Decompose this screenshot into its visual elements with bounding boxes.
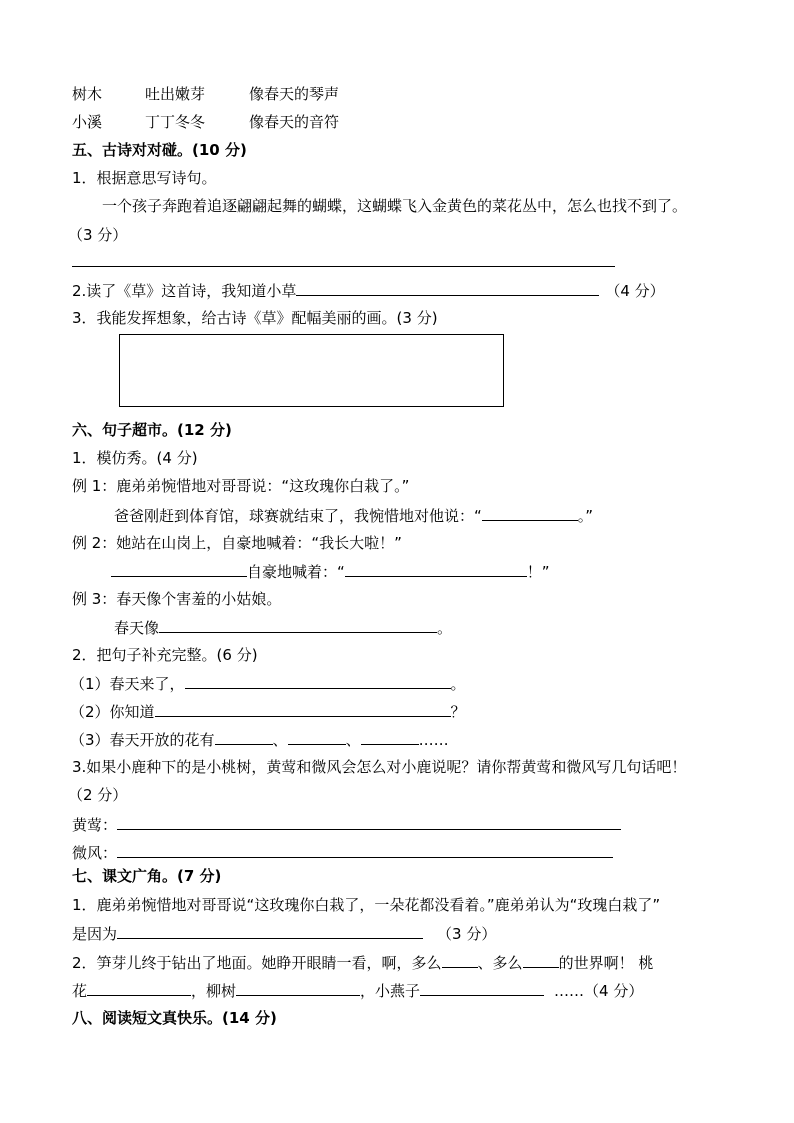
s7-q2-line2: [72, 980, 643, 1002]
s6-q2-2-prompt: （2）你知道: [70, 703, 155, 721]
s6-q2-1-end: 。: [450, 675, 466, 693]
s7-q1-fill: [72, 923, 496, 945]
drawing-box[interactable]: [119, 334, 504, 407]
s5-q2-score: （4 分）: [605, 282, 665, 300]
s6-q2-1: [70, 673, 466, 695]
answer-blank[interactable]: [442, 952, 478, 968]
s6-q2-2-end: ？: [450, 703, 466, 721]
s6-q2-2: [70, 701, 466, 723]
s7-q2-end: 的世界啊！ 桃: [558, 954, 654, 972]
section-5-heading: 五、古诗对对碰。(10 分): [72, 141, 247, 159]
s5-q1: 1．根据意思写诗句。: [72, 169, 217, 187]
word-mid: 丁丁冬冬: [145, 113, 206, 131]
s7-q2: [72, 952, 653, 974]
s6-ex1: 例 1：鹿弟弟惋惜地对哥哥说：“这玫瑰你白栽了。”: [72, 477, 410, 495]
word-row-2: [72, 112, 340, 134]
s6-q3-breeze: [72, 842, 613, 864]
oriole-label: 黄莺：: [72, 816, 118, 834]
answer-blank[interactable]: [111, 561, 247, 577]
answer-blank[interactable]: [87, 980, 191, 996]
s7-q2-mid: 、多么: [477, 954, 523, 972]
s6-q2-3: [70, 729, 449, 751]
answer-blank[interactable]: [420, 980, 544, 996]
answer-blank[interactable]: [185, 673, 451, 689]
answer-blank[interactable]: [482, 505, 578, 521]
s6-ex3-fill: [114, 617, 452, 639]
answer-blank[interactable]: [345, 561, 527, 577]
word-right: 像春天的琴声: [249, 85, 340, 103]
s5-q2: [72, 280, 665, 302]
word-right: 像春天的音符: [249, 113, 340, 131]
s7-q2-score: ……（4 分）: [554, 982, 644, 1000]
answer-blank[interactable]: [215, 729, 273, 745]
separator: 、: [345, 731, 361, 749]
answer-blank[interactable]: [159, 617, 437, 633]
s6-q2: 2．把句子补充完整。(6 分): [72, 646, 258, 664]
word-left: 小溪: [72, 113, 103, 131]
s5-q2-text: 2.读了《草》这首诗，我知道小草: [72, 282, 297, 300]
answer-blank[interactable]: [155, 701, 451, 717]
separator: 、: [272, 731, 288, 749]
answer-blank[interactable]: [117, 814, 621, 830]
breeze-label: 微风：: [72, 844, 118, 862]
s6-ex2-fill: [111, 561, 550, 583]
s7-q1: 1．鹿弟弟惋惜地对哥哥说“这玫瑰你白栽了，一朵花都没看着。”鹿弟弟认为“玫瑰白栽了”: [72, 896, 661, 914]
s6-q2-3-end: ……: [418, 731, 449, 749]
s5-q1-score: （3 分）: [68, 226, 128, 244]
s5-q3: 3．我能发挥想象，给古诗《草》配幅美丽的画。(3 分): [72, 309, 438, 327]
answer-line[interactable]: [72, 266, 615, 267]
s6-q3-score: （2 分）: [68, 786, 128, 804]
s6-ex1-fill: [114, 505, 593, 527]
s6-ex2-end: ！”: [526, 563, 550, 581]
answer-blank[interactable]: [523, 952, 559, 968]
s6-q2-3-prompt: （3）春天开放的花有: [70, 731, 215, 749]
section-6-heading: 六、句子超市。(12 分): [72, 421, 232, 439]
s7-q1-score: （3 分）: [437, 925, 497, 943]
s6-q1: 1．模仿秀。(4 分): [72, 449, 198, 467]
willow-label: ，柳树: [191, 982, 237, 1000]
peach-label: 花: [72, 982, 88, 1000]
s6-ex1-end: 。”: [577, 507, 594, 525]
section-7-heading: 七、课文广角。(7 分): [72, 867, 222, 885]
answer-blank[interactable]: [361, 729, 419, 745]
answer-blank[interactable]: [296, 280, 599, 296]
s5-q1-text: 一个孩子奔跑着追逐翩翩起舞的蝴蝶，这蝴蝶飞入金黄色的菜花丛中，怎么也找不到了。: [102, 197, 688, 215]
section-8-heading: 八、阅读短文真快乐。(14 分): [72, 1009, 277, 1027]
s6-q3-oriole: [72, 814, 621, 836]
s6-q2-1-prompt: （1）春天来了，: [70, 675, 185, 693]
s7-q1-prompt: 是因为: [72, 925, 118, 943]
s6-ex3-prompt: 春天像: [114, 619, 160, 637]
answer-blank[interactable]: [117, 923, 423, 939]
s6-ex2-prompt: 自豪地喊着：“: [247, 563, 345, 581]
swallow-label: ，小燕子: [360, 982, 421, 1000]
answer-blank[interactable]: [288, 729, 346, 745]
s6-ex1-prompt: 爸爸刚赶到体育馆，球赛就结束了，我惋惜地对他说：“: [114, 507, 482, 525]
answer-blank[interactable]: [236, 980, 360, 996]
s6-ex3: 例 3：春天像个害羞的小姑娘。: [72, 590, 282, 608]
s7-q2-text: 2．笋芽儿终于钻出了地面。她睁开眼睛一看，啊，多么: [72, 954, 442, 972]
answer-blank[interactable]: [117, 842, 613, 858]
word-mid: 吐出嫩芽: [145, 85, 206, 103]
s6-q3: 3.如果小鹿种下的是小桃树，黄莺和微风会怎么对小鹿说呢？请你帮黄莺和微风写几句话吧！: [72, 758, 687, 776]
s6-ex2: 例 2：她站在山岗上，自豪地喊着：“我长大啦！”: [72, 534, 402, 552]
s6-ex3-end: 。: [437, 619, 453, 637]
word-left: 树木: [72, 85, 103, 103]
word-row-1: [72, 84, 340, 106]
